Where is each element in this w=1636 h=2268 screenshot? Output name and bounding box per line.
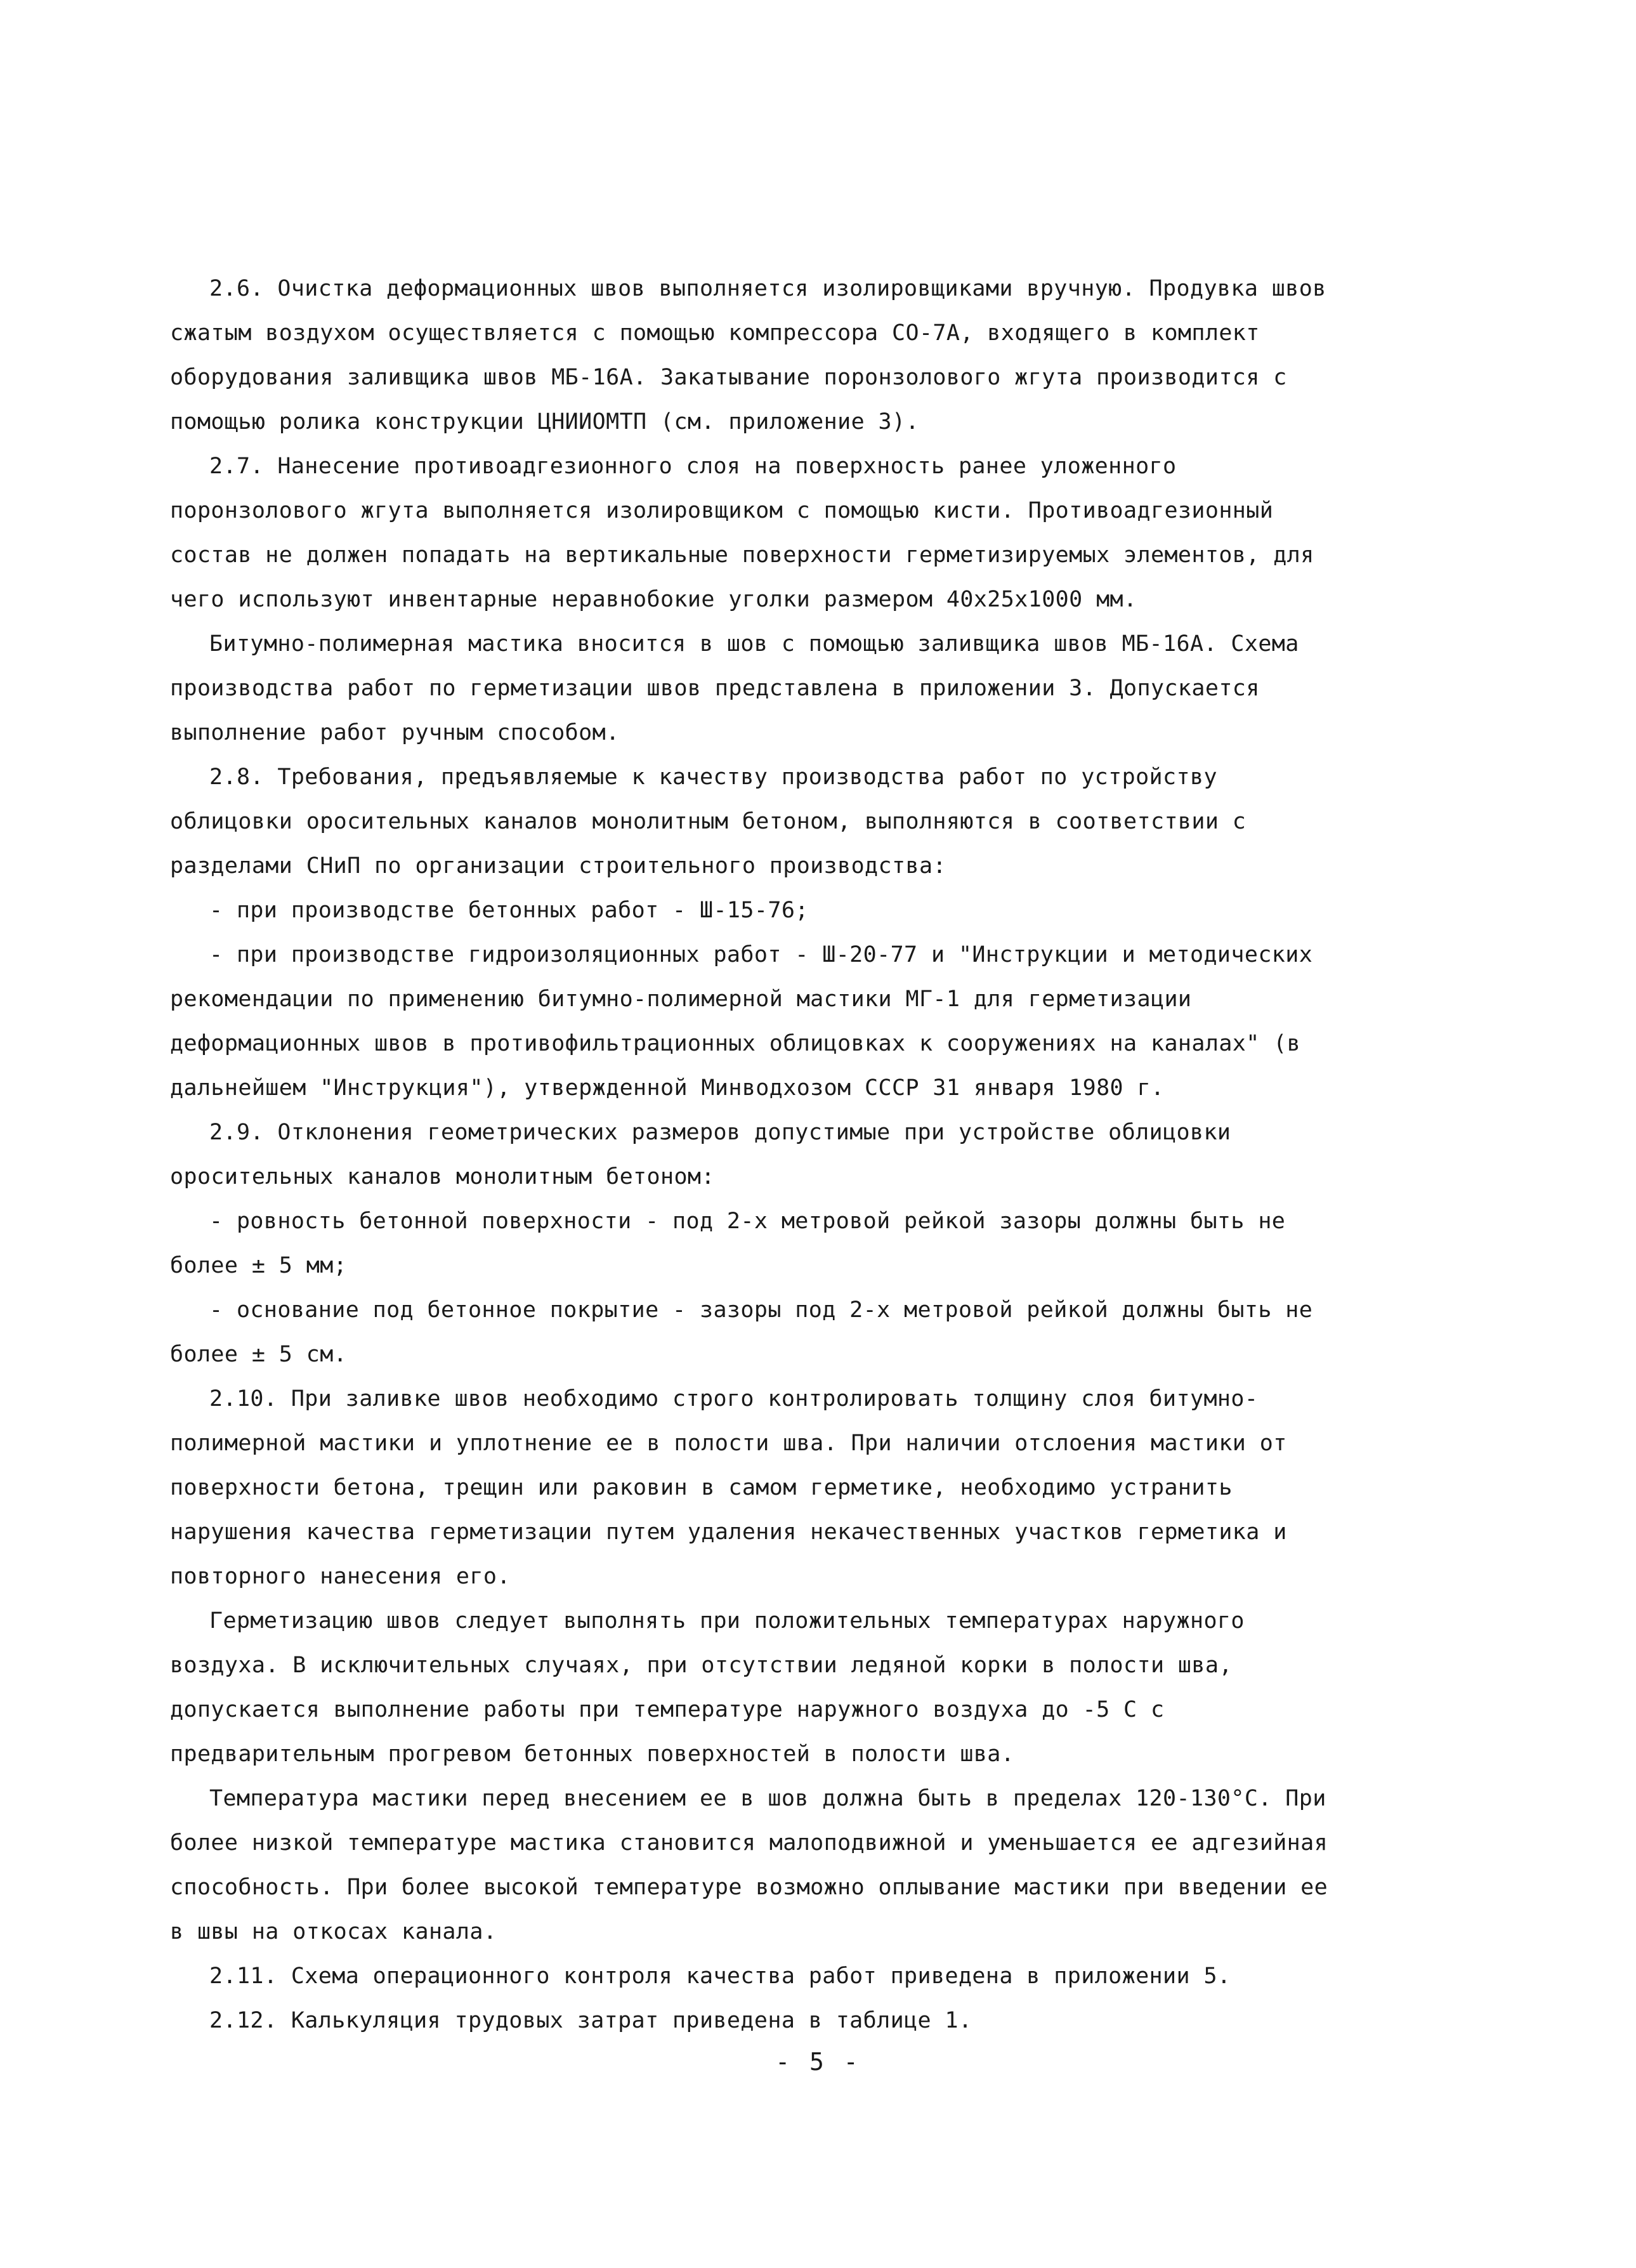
list-item-surface-evenness: - ровность бетонной поверхности - под 2-х метровой рейкой зазоры должны быть не более ± 5 мм; <box>170 1209 1286 1278</box>
paragraph-2-9: 2.9. Отклонения геометрических размеров допустимые при устройстве облицовки оросительных каналов монолитным бетоном: <box>170 1120 1231 1190</box>
document-body <box>170 266 1337 2043</box>
paragraph-2-11: 2.11. Схема операционного контроля качества работ приведена в приложении 5. <box>209 1963 1231 1989</box>
paragraph-sealing-temperature: Герметизацию швов следует выполнять при положительных температурах наружного воздуха. В исключительных случаях, при отсутствии ледяной корки в полости шва, допускается выполнение работы при температуре наружного воздуха до -5 С с предварительным прогревом бетонных поверхностей в полости шва. <box>170 1608 1245 1767</box>
list-item-concrete-works: - при производстве бетонных работ - Ш-15-76; <box>209 898 809 923</box>
paragraph-mastic-temperature: Температура мастики перед внесением ее в шов должна быть в пределах 120-130°С. При более низкой температуре мастика становится малоподвижной и уменьшается ее адгезийная способность. При более высокой температуре возможно оплывание мастики при введении ее в швы на откосах канала. <box>170 1786 1328 1944</box>
page-number: - 5 - <box>775 2048 861 2076</box>
list-item-base-under-coating: - основание под бетонное покрытие - зазоры под 2-х метровой рейкой должны быть не более ± 5 см. <box>170 1297 1313 1367</box>
paragraph-2-10: 2.10. При заливке швов необходимо строго контролировать толщину слоя битумно-полимерной мастики и уплотнение ее в полости шва. При наличии отслоения мастики от поверхности бетона, трещин или раковин в самом герметике, необходимо устранить нарушения качества герметизации путем удаления некачественных участков герметика и повторного нанесения его. <box>170 1386 1287 1589</box>
paragraph-bitumen-mastic: Битумно-полимерная мастика вносится в шов с помощью заливщика швов МБ-16А. Схема производства работ по герметизации швов представлена в приложении 3. Допускается выполнение работ ручным способом. <box>170 631 1299 745</box>
paragraph-2-12: 2.12. Калькуляция трудовых затрат приведена в таблице 1. <box>209 2008 972 2033</box>
paragraph-2-6: 2.6. Очистка деформационных швов выполняется изолировщиками вручную. Продувка швов сжатым воздухом осуществляется с помощью компрессора СО-7А, входящего в комплект оборудования заливщика швов МБ-16А. Закатывание поронзолового жгута производится с помощью ролика конструкции ЦНИИОМТП (см. приложение 3). <box>170 276 1326 435</box>
paragraph-2-7: 2.7. Нанесение противоадгезионного слоя на поверхность ранее уложенного поронзолового жгута выполняется изолировщиком с помощью кисти. Противоадгезионный состав не должен попадать на вертикальные поверхности герметизируемых элементов, для чего используют инвентарные неравнобокие уголки размером 40х25х1000 мм. <box>170 454 1314 612</box>
list-item-waterproofing-works: - при производстве гидроизоляционных работ - Ш-20-77 и "Инструкции и методических рекомендации по применению битумно-полимерной мастики МГ-1 для герметизации деформационных швов в противофильтрационных облицовках к сооружениях на каналах" (в дальнейшем "Инструкция"), утвержденной Минводхозом СССР 31 января 1980 г. <box>170 942 1313 1101</box>
paragraph-2-8: 2.8. Требования, предъявляемые к качеству производства работ по устройству облицовки оросительных каналов монолитным бетоном, выполняются в соответствии с разделами СНиП по организации строительного производства: <box>170 764 1247 879</box>
